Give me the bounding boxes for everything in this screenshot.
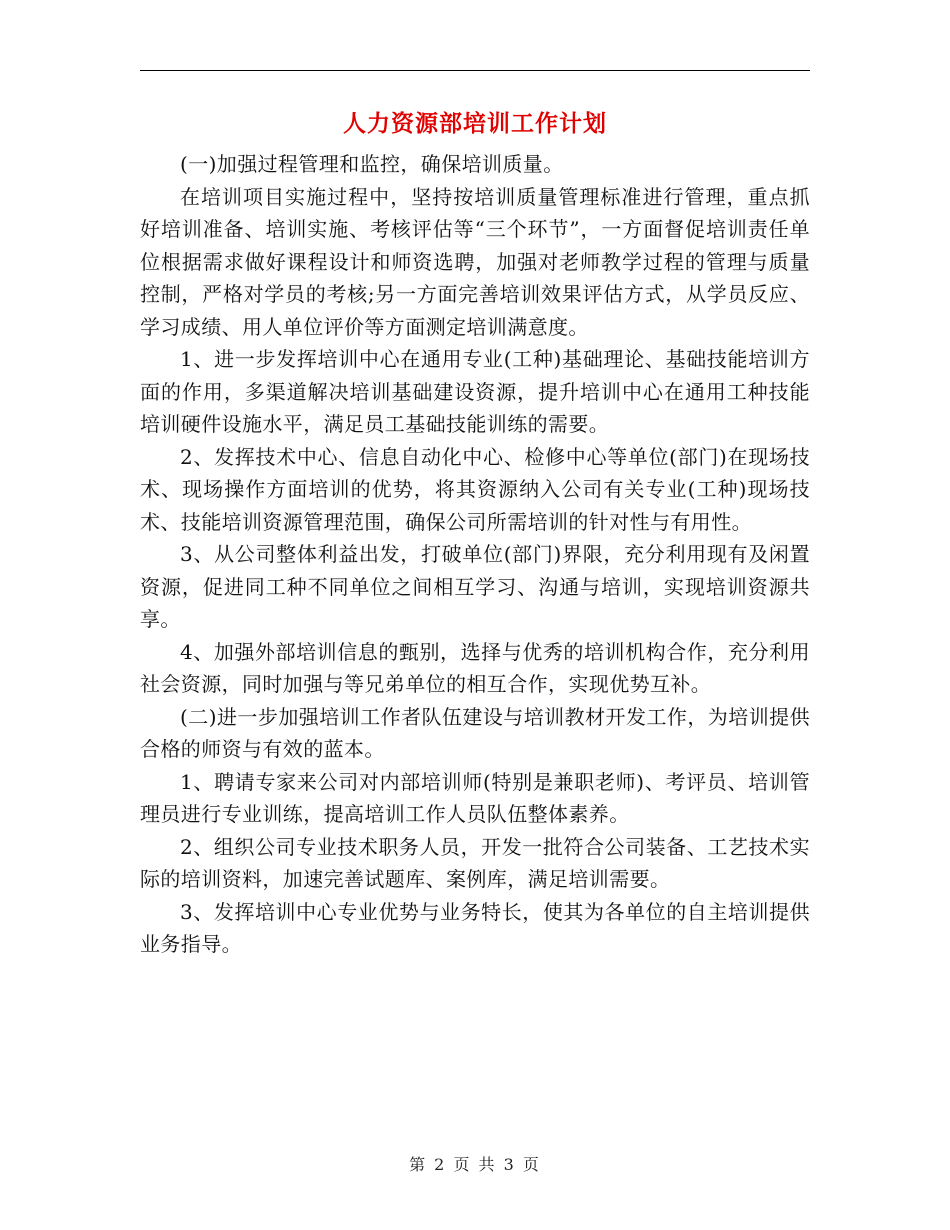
list-item-2: 2、发挥技术中心、信息自动化中心、检修中心等单位(部门)在现场技术、现场操作方面培训的优势，将其资源纳入公司有关专业(工种)现场技术、技能培训资源管理范围，确保公司所需培训的针对性与有用性。	[140, 444, 810, 534]
list-item-5: 1、聘请专家来公司对内部培训师(特别是兼职老师)、考评员、培训管理员进行专业训练，提高培训工作人员队伍整体素养。	[140, 769, 810, 826]
list-item-6: 2、组织公司专业技术职务人员，开发一批符合公司装备、工艺技术实际的培训资料，加速完善试题库、案例库，满足培训需要。	[140, 834, 810, 891]
section-heading-1: (一)加强过程管理和监控，确保培训质量。	[180, 152, 564, 176]
page-number: 第 2 页 共 3 页	[409, 1155, 541, 1174]
paragraph-quality-management: 在培训项目实施过程中，坚持按培训质量管理标准进行管理，重点抓好培训准备、培训实施、考核评估等“三个环节”，一方面督促培训责任单位根据需求做好课程设计和师资选聘，加强对老师教学过程的管理与质量控制，严格对学员的考核;另一方面完善培训效果评估方式，从学员反应、学习成绩、用人单位评价等方面测定培训满意度。	[140, 184, 810, 339]
document-body	[140, 148, 810, 961]
list-item-3: 3、从公司整体利益出发，打破单位(部门)界限，充分利用现有及闲置资源，促进同工种不同单位之间相互学习、沟通与培训，实现培训资源共享。	[140, 542, 810, 631]
section-heading-2: (二)进一步加强培训工作者队伍建设与培训教材开发工作，为培训提供合格的师资与有效的蓝本。	[140, 704, 810, 761]
list-item-1: 1、进一步发挥培训中心在通用专业(工种)基础理论、基础技能培训方面的作用，多渠道解决培训基础建设资源，提升培训中心在通用工种技能培训硬件设施水平，满足员工基础技能训练的需要。	[140, 347, 810, 436]
document-title: 人力资源部培训工作计划	[343, 111, 607, 137]
list-item-4: 4、加强外部培训信息的甄别，选择与优秀的培训机构合作，充分利用社会资源，同时加强与等兄弟单位的相互合作，实现优势互补。	[140, 639, 810, 696]
list-item-7: 3、发挥培训中心专业优势与业务特长，使其为各单位的自主培训提供业务指导。	[140, 899, 810, 956]
header-rule	[140, 70, 810, 71]
